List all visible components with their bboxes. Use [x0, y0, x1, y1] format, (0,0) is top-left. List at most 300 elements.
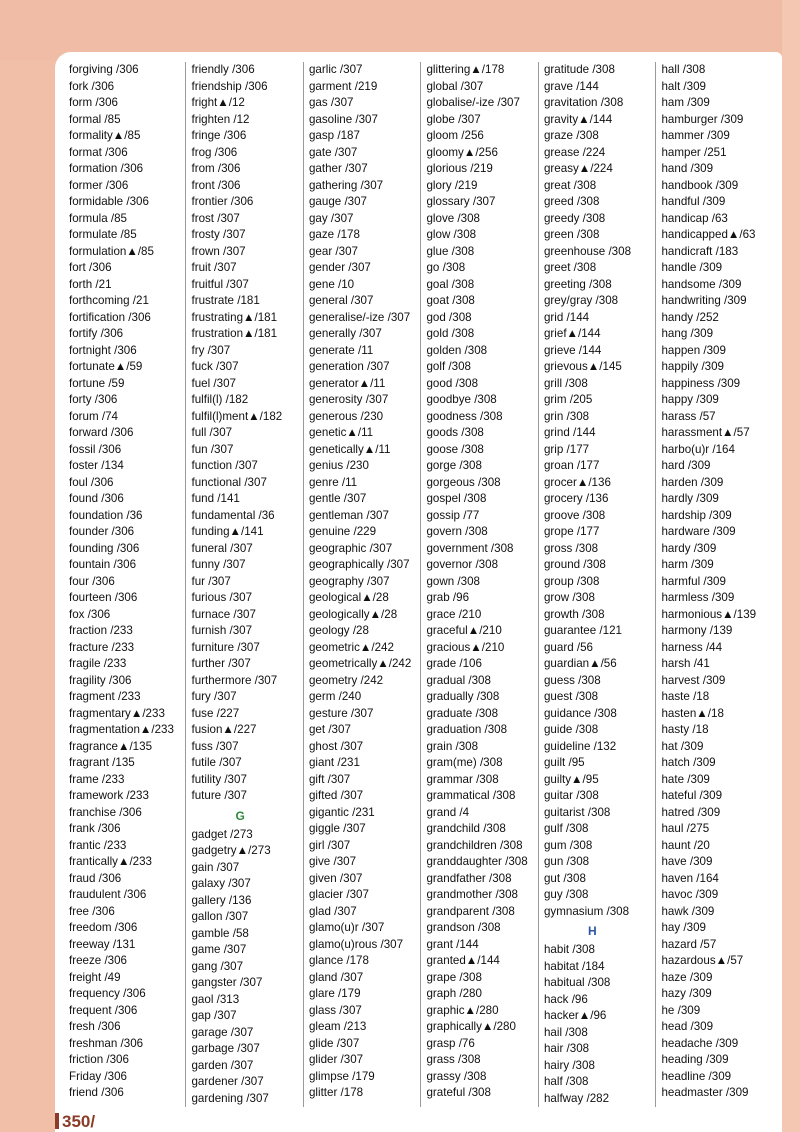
index-entry: hatred /309	[661, 805, 721, 819]
index-entry: fourteen /306	[69, 591, 138, 604]
index-entry: gadget /273	[191, 827, 253, 841]
index-entry: gown /308	[426, 574, 480, 588]
index-entry: frank /306	[69, 822, 121, 835]
index-entry: glow /308	[426, 228, 477, 241]
index-entry: fulfil(l)ment▲/182	[191, 409, 283, 423]
index-entry: freshman /306	[69, 1036, 144, 1050]
index-entry: fry /307	[191, 343, 231, 357]
index-entry: haven /164	[661, 871, 719, 885]
page-number-bar	[55, 1113, 59, 1129]
index-entry: gold /308	[426, 327, 475, 340]
index-entry: founder /306	[69, 525, 135, 538]
index-entry: gravity▲/144	[543, 112, 613, 126]
index-entry: forgiving /306	[69, 63, 139, 76]
index-entry: gadgetry▲/273	[191, 844, 271, 857]
index-entry: grant /144	[426, 937, 479, 951]
index-entry: governor /308	[426, 558, 499, 571]
index-entry: funding▲/141	[191, 525, 264, 538]
index-entry: hasten▲/18	[661, 706, 724, 720]
index-entry: greet /308	[543, 261, 597, 274]
index-entry: grandmother /308	[426, 888, 519, 901]
index-entry: grin /308	[543, 409, 590, 423]
index-entry: hardly /309	[661, 492, 719, 505]
index-entry: headmaster /309	[661, 1086, 749, 1099]
index-entry: generation /307	[308, 360, 390, 373]
index-entry: globalise/-ize /307	[426, 96, 520, 109]
index-entry: hair /308	[543, 1042, 590, 1055]
index-entry: gesture /307	[308, 706, 374, 720]
index-entry: goodness /308	[426, 409, 503, 423]
index-entry: gene /10	[308, 277, 355, 291]
index-entry: furnish /307	[191, 624, 253, 637]
index-entry: harassment▲/57	[661, 426, 750, 439]
index-entry: gut /308	[543, 871, 586, 885]
index-entry: freight /49	[69, 970, 121, 984]
index-entry: fringe /306	[191, 129, 247, 142]
index-entry: gentle /307	[308, 492, 367, 505]
index-entry: green /308	[543, 228, 600, 241]
index-entry: grandfather /308	[426, 871, 512, 885]
index-entry: hazard /57	[661, 937, 717, 951]
index-entry: gland /307	[308, 970, 364, 984]
index-entry: fresh /306	[69, 1020, 121, 1033]
page-number-text: 350/	[62, 1112, 96, 1131]
index-entry: glossary /307	[426, 195, 496, 208]
index-entry: guard /56	[543, 640, 593, 654]
index-column-4	[421, 62, 539, 1107]
index-entry: greeting /308	[543, 277, 612, 291]
index-entry: grass /308	[426, 1053, 481, 1066]
index-entry: handy /252	[661, 310, 719, 324]
index-entry: fragrant /135	[69, 756, 135, 769]
index-entry: gay /307	[308, 211, 354, 225]
index-entry: functional /307	[191, 475, 267, 489]
index-entry: grandson /308	[426, 921, 501, 934]
index-entry: gradually /308	[426, 690, 500, 703]
section-letter-heading: H	[587, 924, 597, 938]
index-entry: furnace /307	[191, 607, 256, 621]
index-entry: giant /231	[308, 756, 360, 769]
index-entry: garden /307	[191, 1058, 254, 1072]
index-entry: harass /57	[661, 409, 716, 423]
index-entry: global /307	[426, 79, 484, 93]
index-entry: friendly /306	[191, 63, 255, 76]
index-entry: hardy /309	[661, 541, 717, 555]
index-entry: gossip /77	[426, 508, 480, 522]
index-entry: greed /308	[543, 195, 600, 208]
index-entry: gloom /256	[426, 129, 484, 142]
index-entry: framework /233	[69, 789, 149, 802]
index-entry: gardening /307	[191, 1091, 269, 1105]
index-entry: harness /44	[661, 640, 723, 654]
index-entry: grammar /308	[426, 772, 499, 786]
index-entry: founding /306	[69, 541, 140, 555]
index-entry: fright▲/12	[191, 96, 245, 109]
index-entry: free /306	[69, 904, 115, 918]
index-entry: frantic /233	[69, 838, 127, 852]
index-entry: handsome /309	[661, 277, 742, 291]
index-entry: genius /230	[308, 459, 369, 472]
index-entry: grey/gray /308	[543, 294, 619, 307]
index-entry: fulfil(l) /182	[191, 393, 249, 406]
index-entry: harden /309	[661, 475, 724, 489]
index-entry: frequent /306	[69, 1003, 138, 1017]
index-entry: garbage /307	[191, 1042, 260, 1055]
index-entry: glider /307	[308, 1053, 364, 1066]
index-entry: graze /308	[543, 129, 599, 142]
index-entry: fragmentary▲/233	[69, 706, 165, 720]
index-entry: hazardous▲/57	[661, 954, 744, 967]
index-entry: form /306	[69, 96, 118, 109]
index-entry: fragmentation▲/233	[69, 723, 174, 736]
index-entry: havoc /309	[661, 888, 719, 901]
index-entry: genre /11	[308, 475, 358, 489]
index-entry: fruitful /307	[191, 277, 249, 291]
index-entry: gorgeous /308	[426, 475, 501, 489]
index-entry: hang /309	[661, 327, 714, 340]
index-entry: fuss /307	[191, 739, 239, 753]
index-entry: grope /177	[543, 525, 600, 538]
index-entry: gamble /58	[191, 926, 249, 940]
index-entry: frown /307	[191, 244, 246, 258]
index-entry: goose /308	[426, 442, 484, 456]
index-entry: grieve /144	[543, 343, 602, 357]
index-column-2	[186, 62, 304, 1107]
index-entry: halfway /282	[543, 1091, 610, 1105]
index-entry: frustrate /181	[191, 294, 260, 307]
index-entry: fury /307	[191, 690, 237, 703]
index-entry: give /307	[308, 855, 357, 868]
index-entry: formulation▲/85	[69, 244, 154, 258]
index-entry: fusion▲/227	[191, 723, 257, 736]
index-entry: fossil /306	[69, 442, 122, 456]
index-entry: formula /85	[69, 211, 127, 225]
index-entry: hardware /309	[661, 525, 736, 538]
index-entry: fraction /233	[69, 624, 133, 637]
index-entry: he /309	[661, 1003, 701, 1017]
index-entry: habitual /308	[543, 976, 611, 989]
index-entry: formation /306	[69, 162, 144, 175]
index-entry: grocer▲/136	[543, 475, 611, 489]
index-entry: futile /307	[191, 756, 242, 769]
index-entry: hawk /309	[661, 904, 715, 918]
index-entry: glittering▲/178	[426, 63, 505, 76]
index-entry: gigantic /231	[308, 805, 375, 819]
index-entry: handicapped▲/63	[661, 228, 756, 241]
index-entry: half /308	[543, 1075, 589, 1088]
index-entry: foul /306	[69, 475, 114, 489]
index-entry: handle /309	[661, 261, 723, 274]
index-entry: gallon /307	[191, 910, 249, 923]
index-entry: haul /275	[661, 822, 710, 835]
index-entry: growth /308	[543, 607, 605, 621]
index-entry: freeze /306	[69, 954, 128, 967]
index-entry: full /307	[191, 426, 233, 439]
index-entry: hack /96	[543, 992, 588, 1006]
index-entry: generator▲/11	[308, 376, 386, 390]
index-entry: haze /309	[661, 970, 713, 984]
index-entry: goal /308	[426, 277, 475, 291]
index-entry: generosity /307	[308, 393, 389, 406]
index-entry: grill /308	[543, 376, 588, 390]
index-entry: gentleman /307	[308, 508, 389, 522]
index-entry: friendship /306	[191, 79, 268, 93]
index-entry: hasty /18	[661, 723, 709, 736]
index-entry: geometric▲/242	[308, 640, 394, 654]
index-entry: grow /308	[543, 591, 595, 604]
index-entry: hateful /309	[661, 789, 723, 802]
index-entry: franchise /306	[69, 805, 142, 819]
index-entry: get /307	[308, 723, 351, 736]
index-entry: graduate /308	[426, 706, 499, 720]
index-entry: galaxy /307	[191, 877, 251, 890]
index-entry: hatch /309	[661, 756, 716, 769]
index-entry: guarantee /121	[543, 624, 622, 637]
index-entry: friction /306	[69, 1053, 129, 1066]
index-entry: greenhouse /308	[543, 244, 632, 258]
index-entry: foundation /36	[69, 508, 143, 522]
index-entry: glamo(u)rous /307	[308, 937, 404, 951]
index-entry: geometry /242	[308, 673, 384, 687]
index-entry: fragrance▲/135	[69, 739, 153, 753]
index-entry: harvest /309	[661, 673, 726, 687]
index-entry: graphically▲/280	[426, 1020, 516, 1033]
index-entry: game /307	[191, 943, 247, 956]
index-entry: fort /306	[69, 261, 112, 274]
index-entry: genetically▲/11	[308, 442, 391, 456]
index-entry: handicap /63	[661, 211, 728, 225]
index-entry: glue /308	[426, 244, 475, 258]
index-entry: frustration▲/181	[191, 327, 278, 340]
index-entry: fragile /233	[69, 657, 127, 670]
index-entry: gross /308	[543, 541, 599, 555]
index-column-3	[304, 62, 422, 1107]
index-entry: graceful▲/210	[426, 624, 502, 637]
index-entry: grammatical /308	[426, 789, 516, 802]
index-entry: hamper /251	[661, 145, 727, 159]
index-entry: god /308	[426, 310, 472, 324]
index-entry: front /306	[191, 178, 241, 192]
index-entry: geologically▲/28	[308, 607, 398, 621]
index-entry: granddaughter /308	[426, 855, 528, 868]
index-column-6	[656, 62, 774, 1107]
index-entry: garage /307	[191, 1025, 254, 1039]
index-entry: grandparent /308	[426, 904, 515, 918]
index-entry: fragment /233	[69, 690, 141, 703]
index-entry: fox /306	[69, 607, 111, 621]
index-entry: gallery /136	[191, 893, 252, 907]
index-entry: format /306	[69, 145, 128, 159]
index-entry: harmony /139	[661, 624, 733, 637]
index-entry: formality▲/85	[69, 129, 141, 142]
index-entry: frog /306	[191, 145, 238, 159]
index-entry: habitat /184	[543, 959, 605, 973]
index-entry: grandchild /308	[426, 822, 506, 835]
index-entry: harmful /309	[661, 574, 726, 588]
index-entry: grain /308	[426, 739, 479, 753]
index-entry: hard /309	[661, 459, 711, 472]
index-entry: gap /307	[191, 1009, 237, 1022]
index-entry: hamburger /309	[661, 112, 744, 126]
index-entry: guideline /132	[543, 739, 617, 753]
index-entry: frosty /307	[191, 228, 246, 241]
index-entry: gum /308	[543, 838, 593, 852]
index-entry: gravitation /308	[543, 96, 624, 109]
index-entry: grave /144	[543, 79, 599, 93]
index-entry: grassy /308	[426, 1069, 487, 1083]
index-entry: golf /308	[426, 360, 471, 373]
index-entry: have /309	[661, 855, 713, 868]
index-entry: glance /178	[308, 954, 369, 967]
index-entry: genetic▲/11	[308, 426, 374, 439]
index-entry: hammer /309	[661, 129, 730, 142]
index-entry: fraudulent /306	[69, 888, 147, 901]
index-entry: guardian▲/56	[543, 657, 617, 670]
index-entry: ghost /307	[308, 739, 364, 753]
index-entry: glitter /178	[308, 1086, 364, 1099]
index-entry: ham /309	[661, 96, 710, 109]
index-entry: goat /308	[426, 294, 475, 307]
index-entry: harbo(u)r /164	[661, 442, 735, 456]
index-entry: harmless /309	[661, 591, 735, 604]
index-entry: graphic▲/280	[426, 1003, 499, 1017]
section-letter-heading: G	[235, 808, 245, 823]
index-entry: gleam /213	[308, 1020, 367, 1033]
index-entry: gas /307	[308, 96, 354, 109]
index-entry: gaol /313	[191, 992, 240, 1006]
index-entry: glorious /219	[426, 162, 493, 175]
index-entry: frequency /306	[69, 987, 146, 1000]
index-entry: hail /308	[543, 1025, 588, 1039]
index-entry: head /309	[661, 1020, 714, 1033]
index-entry: fragility /306	[69, 673, 132, 687]
index-entry: future /307	[191, 789, 247, 802]
index-entry: hate /309	[661, 772, 710, 786]
index-entry: generalise/-ize /307	[308, 310, 411, 324]
index-entry: gloomy▲/256	[426, 145, 498, 159]
index-entry: fortification /306	[69, 310, 151, 324]
index-entry: further /307	[191, 657, 251, 670]
index-entry: fuck /307	[191, 360, 239, 373]
index-entry: gender /307	[308, 261, 371, 274]
index-entry: gear /307	[308, 244, 358, 258]
index-entry: genuine /229	[308, 525, 377, 538]
index-entry: gifted /307	[308, 789, 364, 802]
index-entry: heading /309	[661, 1053, 729, 1066]
index-entry: ground /308	[543, 558, 606, 571]
index-entry: function /307	[191, 459, 258, 472]
index-entry: fun /307	[191, 442, 234, 456]
index-entry: fur /307	[191, 574, 231, 588]
index-entry: furniture /307	[191, 640, 260, 654]
index-entry: gang /307	[191, 959, 244, 973]
index-entry: gram(me) /308	[426, 756, 503, 769]
index-entry: habit /308	[543, 943, 595, 956]
index-entry: glare /179	[308, 987, 361, 1000]
index-entry: glacier /307	[308, 888, 369, 901]
index-entry: gracious▲/210	[426, 640, 505, 654]
index-entry: generally /307	[308, 327, 382, 340]
index-entry: gasoline /307	[308, 112, 378, 126]
index-entry: geology /28	[308, 624, 369, 637]
index-entry: fuse /227	[191, 706, 240, 720]
index-entry: hacker▲/96	[543, 1009, 607, 1022]
index-entry: fortify /306	[69, 327, 124, 340]
index-entry: geography /307	[308, 574, 390, 588]
index-entry: fraud /306	[69, 871, 122, 885]
index-entry: grip /177	[543, 442, 590, 456]
index-entry: grab /96	[426, 591, 470, 604]
index-entry: guidance /308	[543, 706, 617, 720]
index-entry: forth /21	[69, 277, 112, 291]
index-entry: guitarist /308	[543, 805, 611, 819]
index-entry: glory /219	[426, 178, 478, 192]
index-entry: harmonious▲/139	[661, 607, 757, 621]
index-entry: gorge /308	[426, 459, 482, 472]
index-entry: guy /308	[543, 888, 589, 901]
index-entry: handicraft /183	[661, 244, 739, 258]
index-entry: forum /74	[69, 409, 118, 423]
index-entry: found /306	[69, 492, 124, 505]
index-entry: grind /144	[543, 426, 596, 439]
index-entry: handful /309	[661, 195, 726, 208]
index-entry: headache /309	[661, 1036, 739, 1050]
index-entry: hand /309	[661, 162, 714, 175]
index-entry: glass /307	[308, 1003, 362, 1017]
index-entry: garlic /307	[308, 63, 363, 76]
index-entry: glove /308	[426, 211, 480, 225]
index-entry: goodbye /308	[426, 393, 497, 406]
background-band	[0, 0, 800, 60]
index-entry: grade /106	[426, 657, 482, 670]
index-entry: frustrating▲/181	[191, 310, 278, 324]
index-entry: hazy /309	[661, 987, 712, 1000]
index-entry: gradual /308	[426, 673, 491, 687]
index-entry: gymnasium /308	[543, 904, 630, 918]
index-entry: freeway /131	[69, 937, 136, 951]
index-entry: hat /309	[661, 739, 704, 753]
index-entry: govern /308	[426, 525, 488, 538]
index-entry: funny /307	[191, 558, 246, 571]
index-entry: harm /309	[661, 558, 714, 571]
index-entry: glimpse /179	[308, 1069, 375, 1083]
index-entry: fountain /306	[69, 558, 137, 571]
index-entry: furious /307	[191, 591, 253, 604]
index-entry: guess /308	[543, 673, 601, 687]
index-columns	[69, 62, 774, 1107]
index-entry: gulf /308	[543, 822, 589, 835]
index-entry: haste /18	[661, 690, 710, 703]
index-entry: grid /144	[543, 310, 590, 324]
index-entry: four /306	[69, 574, 115, 588]
index-entry: generous /230	[308, 409, 384, 423]
index-entry: hairy /308	[543, 1058, 595, 1072]
index-entry: groove /308	[543, 508, 606, 522]
index-entry: halt /309	[661, 79, 706, 93]
index-entry: geometrically▲/242	[308, 657, 412, 670]
index-entry: fuel /307	[191, 376, 236, 390]
index-entry: greasy▲/224	[543, 162, 613, 175]
index-entry: furthermore /307	[191, 673, 278, 687]
index-entry: friend /306	[69, 1086, 124, 1099]
index-entry: gratitude /308	[543, 63, 615, 76]
index-entry: fund /141	[191, 492, 240, 505]
index-entry: glamo(u)r /307	[308, 921, 385, 934]
index-entry: fracture /233	[69, 640, 135, 654]
index-entry: gaze /178	[308, 228, 360, 241]
index-entry: grievous▲/145	[543, 360, 622, 373]
index-entry: freedom /306	[69, 921, 138, 934]
